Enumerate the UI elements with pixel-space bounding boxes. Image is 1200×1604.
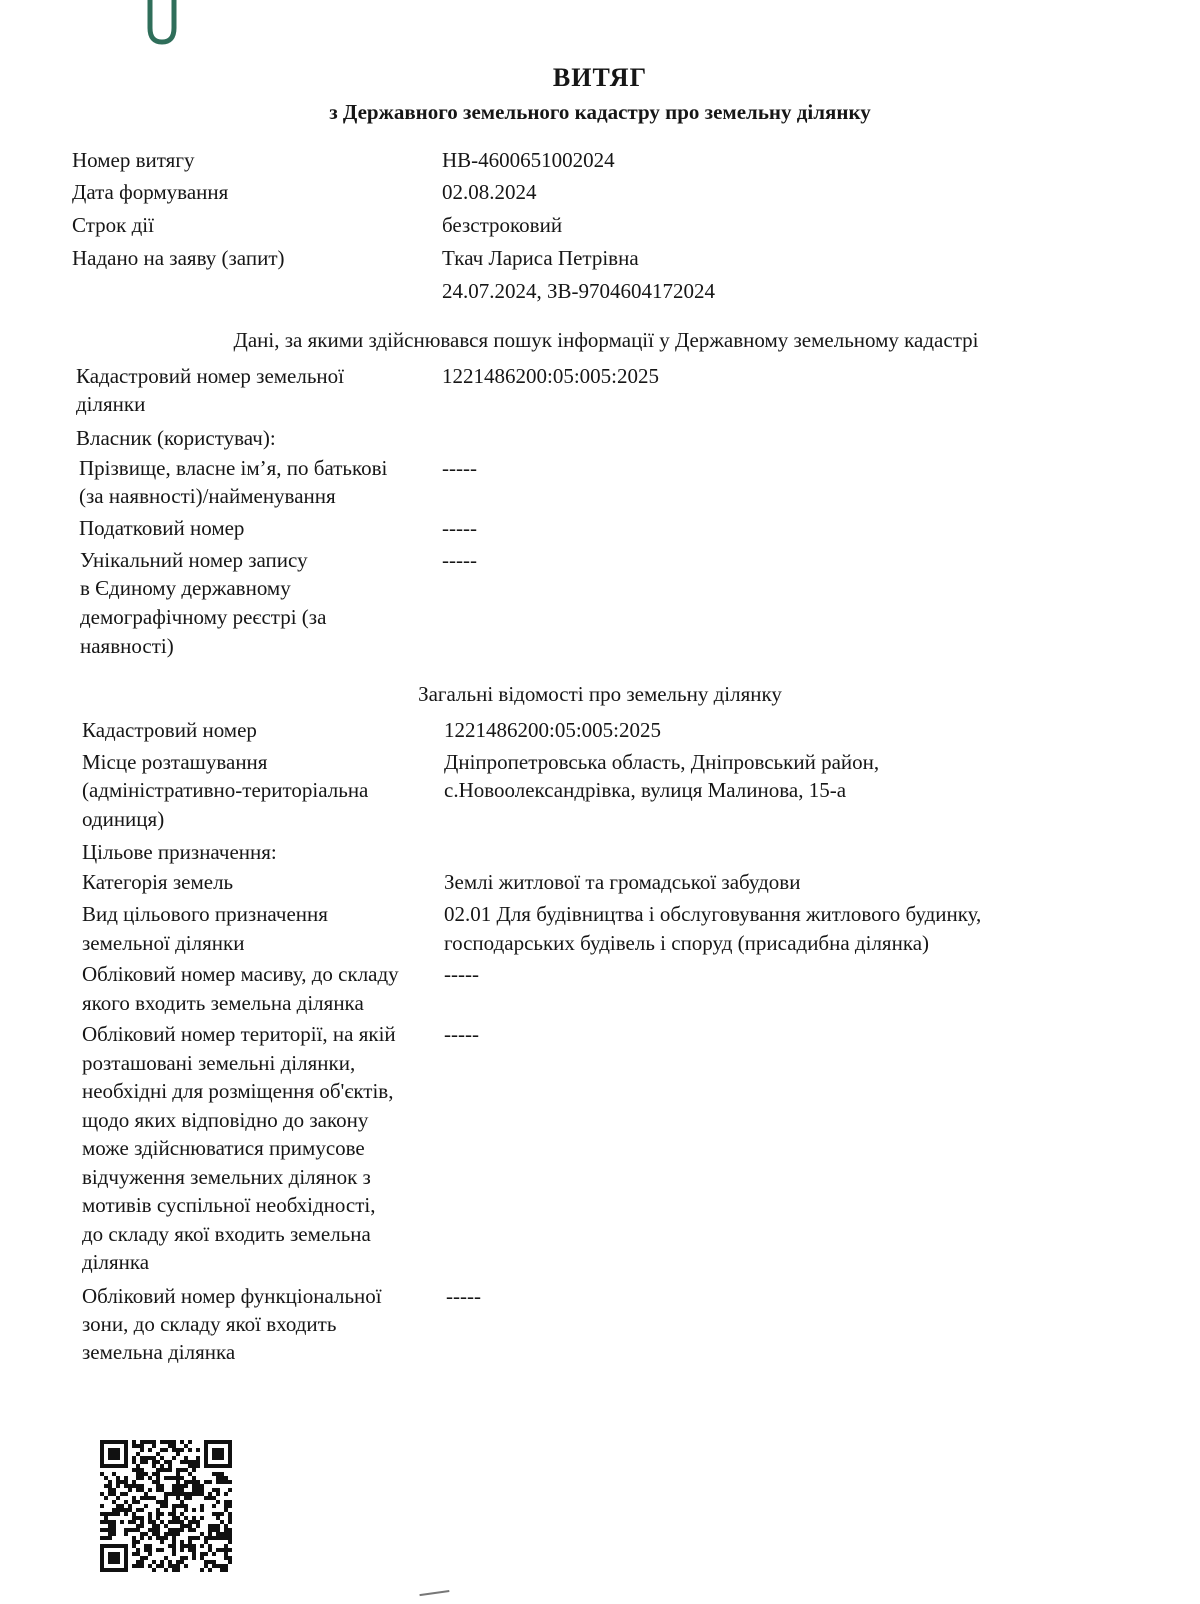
kind-label-2: земельної ділянки [82,931,245,955]
massif-label-1: Обліковий номер масиву, до складу [82,962,399,986]
category-label: Категорія земель [82,870,234,894]
name-value: ----- [442,456,477,480]
location-label-3: одиниця) [82,807,165,831]
massif-value: ----- [444,962,479,986]
territory-value: ----- [444,1022,479,1046]
formed-date-label: Дата формування [72,180,229,204]
zone-label-2: зони, до складу якої входить [82,1312,337,1336]
territory-label-9: ділянка [82,1250,150,1274]
territory-label-3: необхідні для розміщення об'єктів, [82,1079,394,1103]
zone-label-1: Обліковий номер функціональної [82,1284,382,1308]
search-cadastral-value: 1221486200:05:005:2025 [442,364,660,388]
unique-label-1: Унікальний номер запису [80,548,308,572]
signature-mark [419,1590,450,1604]
zone-label-3: земельна ділянка [82,1340,236,1364]
territory-label-7: мотивів суспільної необхідності, [82,1193,376,1217]
territory-label-6: відчуження земельних ділянок з [82,1165,371,1189]
location-label-2: (адміністративно-територіальна [82,778,369,802]
purpose-label: Цільове призначення: [82,840,277,864]
location-value-2: с.Новоолександрівка, вулиця Малинова, 15-а [444,778,847,802]
location-value-1: Дніпропетровська область, Дніпровський район, [444,750,880,774]
search-section-title: Дані, за якими здійснювався пошук інформації у Державному земельному кадастрі [233,328,979,352]
extract-number-value: НВ-4600651002024 [442,148,615,172]
general-cadastral-value: 1221486200:05:005:2025 [444,718,662,742]
unique-label-4: наявності) [80,634,174,658]
document-title: ВИТЯГ [552,63,648,92]
document-subtitle: з Державного земельного кадастру про земельну ділянку [329,100,871,124]
validity-value: безстроковий [442,213,563,237]
provided-name: Ткач Лариса Петрівна [442,246,639,270]
territory-label-8: до складу якої входить земельна [82,1222,371,1246]
kind-label-1: Вид цільового призначення [82,902,328,926]
unique-label-3: демографічному реєстрі (за [80,605,327,629]
territory-label-1: Обліковий номер території, на якій [82,1022,396,1046]
formed-date-value: 02.08.2024 [442,180,537,204]
unique-label-2: в Єдиному державному [80,576,291,600]
tax-value: ----- [442,516,477,540]
tax-label: Податковий номер [79,516,245,540]
category-value: Землі житлової та громадської забудови [444,870,801,894]
massif-label-2: якого входить земельна ділянка [82,991,364,1015]
search-cadastral-label-2: ділянки [76,392,146,416]
zone-value: ----- [446,1284,481,1308]
kind-value-1: 02.01 Для будівництва і обслуговування житлового будинку, [444,902,982,926]
territory-label-4: щодо яких відповідно до закону [82,1108,369,1132]
extract-number-label: Номер витягу [72,148,195,172]
territory-label-5: може здійснюватися примусове [82,1136,365,1160]
name-label-1: Прізвище, власне ім’я, по батькові [79,456,388,480]
validity-label: Строк дії [72,213,154,237]
qr-code-icon [100,1440,232,1572]
provided-ref: 24.07.2024, ЗВ-9704604172024 [442,279,716,303]
provided-label: Надано на заяву (запит) [72,246,285,270]
location-label-1: Місце розташування [82,750,268,774]
owner-label: Власник (користувач): [76,426,276,450]
territory-label-2: розташовані земельні ділянки, [82,1051,356,1075]
search-cadastral-label-1: Кадастровий номер земельної [76,364,345,388]
general-cadastral-label: Кадастровий номер [82,718,257,742]
kind-value-2: господарських будівель і споруд (присадибна ділянка) [444,931,930,955]
paper-clip-icon [144,0,180,46]
unique-value: ----- [442,548,477,572]
general-section-title: Загальні відомості про земельну ділянку [418,682,782,706]
name-label-2: (за наявності)/найменування [79,484,336,508]
